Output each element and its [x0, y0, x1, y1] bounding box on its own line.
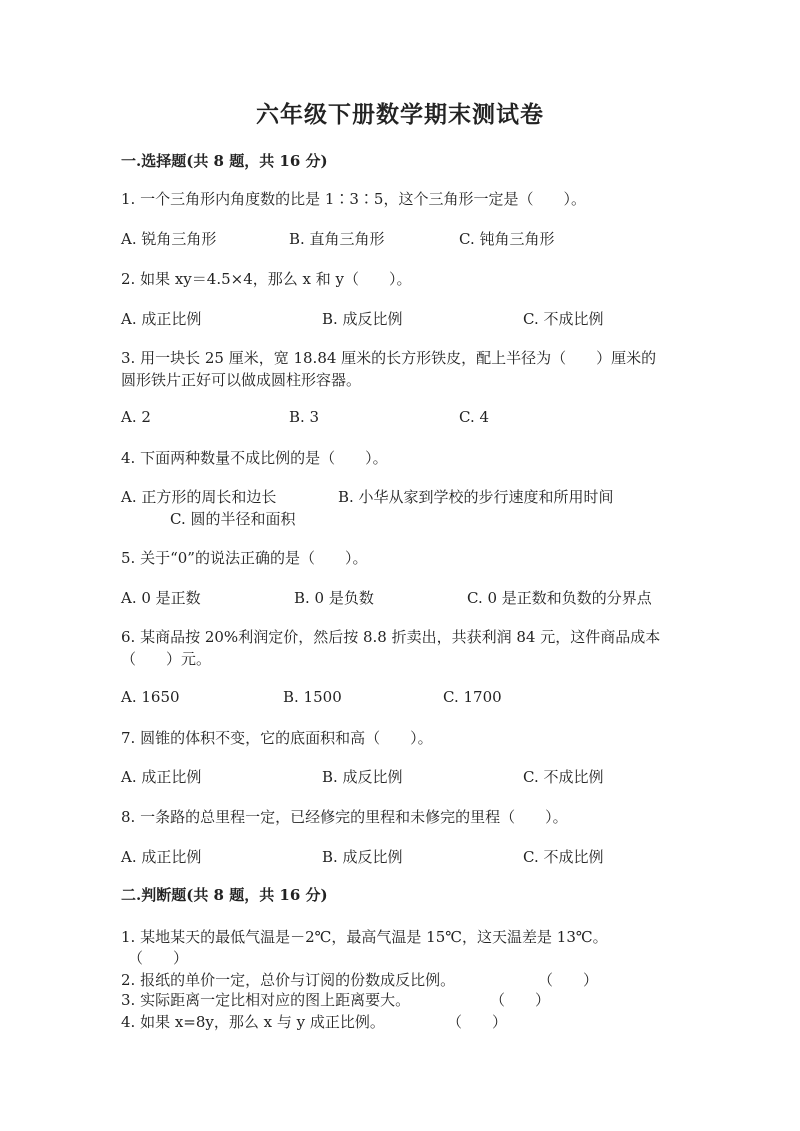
- page-title: 六年级下册数学期末测试卷: [256, 101, 544, 128]
- question-3-line-1: 3. 用一块长 25 厘米，宽 18.84 厘米的长方形铁皮，配上半径为（ ）厘米的: [121, 349, 657, 367]
- option-2c: C. 不成比例: [523, 310, 604, 328]
- question-2: 2. 如果 xy＝4.5×4，那么 x 和 y（ ）。: [121, 270, 412, 288]
- option-1b: B. 直角三角形: [289, 230, 385, 248]
- option-8b: B. 成反比例: [322, 848, 403, 866]
- section-heading-choice: 一.选择题(共 8 题，共 16 分): [121, 152, 328, 170]
- question-6-line-2: （ ）元。: [121, 650, 212, 668]
- judgment-bracket-1: （ ）: [128, 949, 189, 967]
- option-8c: C. 不成比例: [523, 848, 604, 866]
- option-2a: A. 成正比例: [121, 310, 202, 328]
- option-6a: A. 1650: [121, 688, 180, 706]
- option-4a: A. 正方形的周长和边长: [121, 488, 277, 506]
- judgment-item-3: 3. 实际距离一定比相对应的图上距离要大。: [121, 991, 411, 1009]
- option-1a: A. 锐角三角形: [121, 230, 217, 248]
- question-1: 1. 一个三角形内角度数的比是 1∶3∶5，这个三角形一定是（ ）。: [121, 190, 586, 208]
- judgment-item-1: 1. 某地某天的最低气温是－2℃，最高气温是 15℃，这天温差是 13℃。: [121, 928, 608, 946]
- question-4: 4. 下面两种数量不成比例的是（ ）。: [121, 449, 388, 467]
- judgment-bracket-4: （ ）: [447, 1013, 508, 1031]
- question-6-line-1: 6. 某商品按 20%利润定价，然后按 8.8 折卖出，共获利润 84 元，这件商品成本: [121, 628, 661, 646]
- option-2b: B. 成反比例: [322, 310, 403, 328]
- question-5: 5. 关于“0”的说法正确的是（ ）。: [121, 549, 368, 567]
- option-7b: B. 成反比例: [322, 768, 403, 786]
- option-4b: B. 小华从家到学校的步行速度和所用时间: [338, 488, 614, 506]
- option-6b: B. 1500: [283, 688, 342, 706]
- option-7a: A. 成正比例: [121, 768, 202, 786]
- judgment-item-2: 2. 报纸的单价一定，总价与订阅的份数成反比例。: [121, 971, 456, 989]
- question-3-line-2: 圆形铁片正好可以做成圆柱形容器。: [121, 371, 362, 389]
- option-4c: C. 圆的半径和面积: [170, 510, 296, 528]
- option-5c: C. 0 是正数和负数的分界点: [467, 589, 652, 607]
- option-5a: A. 0 是正数: [121, 589, 201, 607]
- section-heading-judgment: 二.判断题(共 8 题，共 16 分): [121, 886, 328, 904]
- option-6c: C. 1700: [443, 688, 502, 706]
- option-7c: C. 不成比例: [523, 768, 604, 786]
- question-7: 7. 圆锥的体积不变，它的底面积和高（ ）。: [121, 729, 433, 747]
- option-3c: C. 4: [459, 408, 490, 426]
- option-5b: B. 0 是负数: [294, 589, 374, 607]
- option-3a: A. 2: [121, 408, 151, 426]
- judgment-item-4: 4. 如果 x=8y，那么 x 与 y 成正比例。: [121, 1013, 385, 1031]
- judgment-bracket-2: （ ）: [538, 971, 599, 989]
- option-8a: A. 成正比例: [121, 848, 202, 866]
- option-1c: C. 钝角三角形: [459, 230, 555, 248]
- judgment-bracket-3: （ ）: [490, 991, 551, 1009]
- question-8: 8. 一条路的总里程一定，已经修完的里程和未修完的里程（ ）。: [121, 808, 568, 826]
- option-3b: B. 3: [289, 408, 320, 426]
